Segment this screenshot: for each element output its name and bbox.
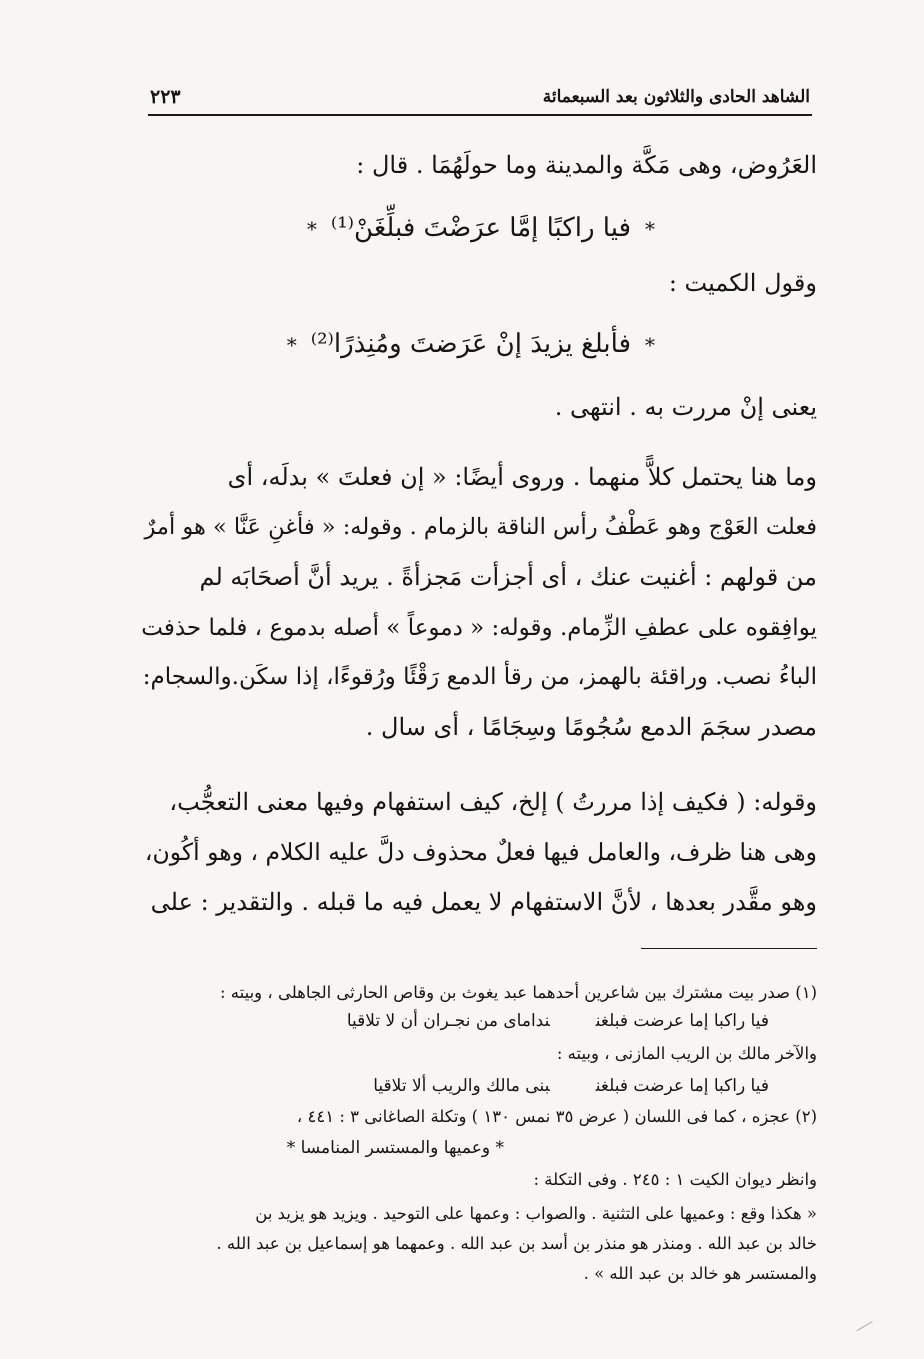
footnote-divider (641, 948, 817, 949)
footnote-verse: * وعميها والمستسر المنامسا * (286, 1138, 504, 1158)
body-line: يعنى إنْ مررت به . انتهى . (554, 393, 817, 421)
footnote-verse (347, 1010, 769, 1032)
verse-text: فيا راكبًا إمَّا عرَضْتَ فبلِّغَنْ⁽¹⁾ (330, 213, 631, 243)
scan-mark (856, 1321, 877, 1340)
verse-line (293, 212, 669, 245)
body-line: وما هنا يحتمل كلاًّ منهما . وروى أيضًا: « إن فعلتَ » بدلَه، أى (227, 463, 817, 491)
body-line: يوافِقوه على عطفِ الزِّمام. وقوله: « دموعاً » أصله بدموع ، فلما حذفت (141, 615, 817, 641)
body-line: مصدر سجَمَ الدمع سُجُومًا وسِجَامًا ، أى سال . (365, 713, 817, 741)
running-title: الشاهد الحادى والثلاثون بعد السبعمائة (542, 87, 810, 107)
footnote-verse-second: ندامای من نجـران أن لا تلاقيا (346, 1011, 550, 1031)
body-line: وهى هنا ظرف، والعامل فيها فعلٌ محذوف دلَّ عليه الكلام ، وهو أكُون، (144, 838, 817, 866)
verse-star: * (645, 333, 655, 357)
footnote-line: وانظر ديوان الكيت ١ : ٢٤٥ . وفى التكلة : (533, 1170, 817, 1189)
footnote-line: (١) صدر بيت مشترك بين شاعرين أحدهما عبد يغوث بن وقاص الحارثى الجاهلى ، وبيته : (219, 983, 817, 1002)
footnote-line: والمستسر هو خالد بن عبد الله » . (583, 1264, 817, 1283)
footnote-line: (٢) عجزه ، كما فى اللسان ( عرض ٣٥ نمس ١٣٠ ) وتكلة الصاغانى ٣ : ٤٤١ ، (296, 1107, 817, 1126)
verse-text: فأبلغ يزيدَ إنْ عَرَضتَ ومُنِذرًا⁽²⁾ (310, 329, 631, 359)
verse-line (273, 328, 669, 361)
verse-star: * (645, 217, 655, 241)
footnote-verse-second: بنى مالك والريب ألا تلاقيا (373, 1076, 550, 1096)
footnote-line: « هكذا وقع : وعميها على التثنية . والصواب : وعمها على التوحيد . ويزيد هو يزيد بن (255, 1204, 817, 1223)
footnote-verse-first: فيا راكبا إما عرضت فبلغن (595, 1011, 769, 1031)
page-header (148, 84, 812, 116)
body-line: من قولهم : أغنيت عنك ، أى أجزأت مَجزأةً . يريد أنَّ أصحَابَه لم (199, 563, 817, 591)
footnote-verse-first: فيا راكبا إما عرضت فبلغن (595, 1076, 769, 1096)
body-line: العَرُوض، وهى مَكَّة والمدينة وما حولَهُمَا . قال : (356, 151, 817, 179)
page-number: ٢٢٣ (150, 86, 181, 108)
footnote-line: خالد بن عبد الله . ومنذر هو منذر بن أسد بن عبد الله . وعمهما هو إسماعيل بن عبد الله . (216, 1234, 817, 1253)
body-line: وهو مقَّدر بعدها ، لأنَّ الاستفهام لا يعمل فيه ما قبله . والتقدير : على (150, 888, 817, 916)
verse-star: * (306, 217, 317, 241)
footnote-line: والآخر مالك بن الريب المازنى ، وبيته : (556, 1044, 817, 1063)
body-line: فعلت العَوْج وهو عَطْفُ رأس الناقة بالزمام . وقوله: « فأغنِ عَنَّا » هو أمرٌ (144, 514, 817, 540)
body-line: وقول الكميت : (668, 269, 817, 297)
verse-star: * (286, 333, 297, 357)
body-line: وقوله: ( فكيف إذا مررتُ ) إلخ، كيف استفهام وفيها معنى التعجُّب، (169, 788, 817, 816)
body-line: الباءُ نصب. وراقئة بالهمز، من رقأ الدمع رَقْئًا ورُقوءًا، إذا سكَن.والسجام: (142, 664, 817, 690)
footnote-verse (373, 1075, 769, 1097)
